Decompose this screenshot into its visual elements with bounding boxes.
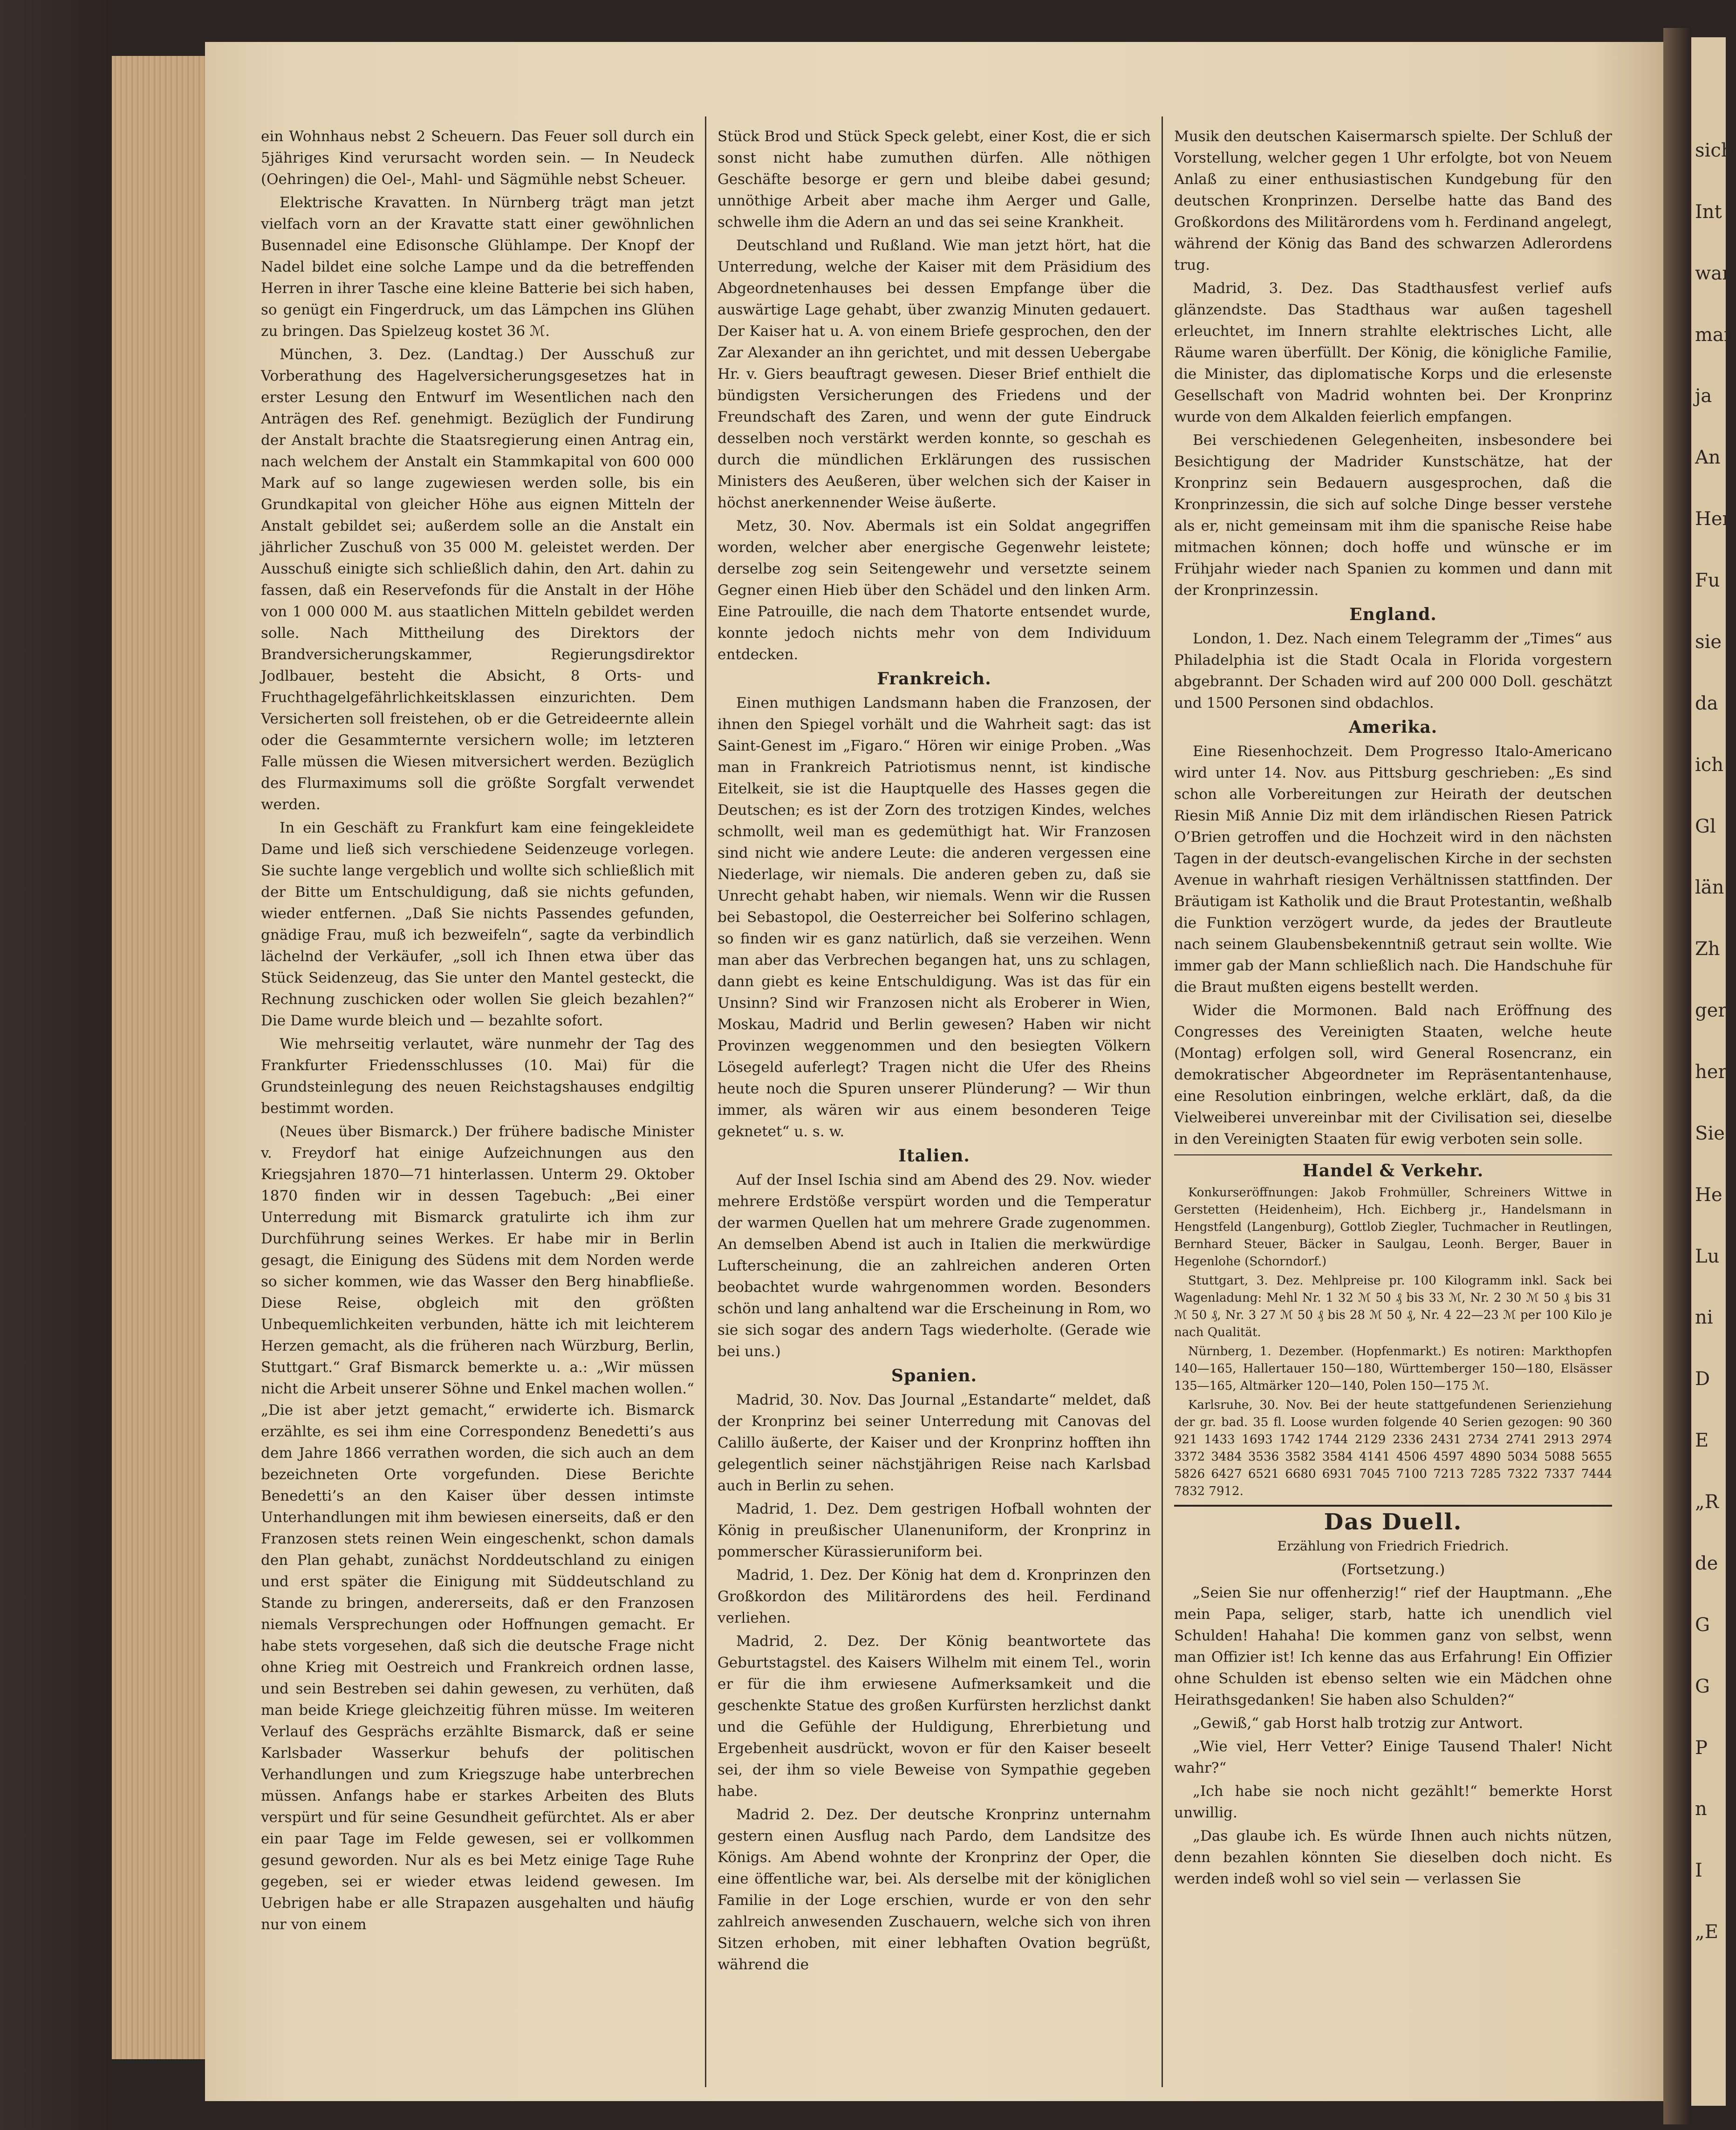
adjacent-page-fragment: An: [1695, 447, 1721, 469]
adjacent-page-fragment: war: [1695, 262, 1731, 284]
story-paragraph: „Seien Sie nur offenherzig!“ rief der Hauptmann. „Ehe mein Papa, seliger, starb, hatte ich unendlich viel Schulden! Hahaha! Die kommen ganz von selbst, wenn man Offizier ist! Ich kenne das aus Erfahrung! Ein Offizier ohne Schulden ist ebenso selten wie ein Mädchen ohne Heirathsgedanken! Sie haben also Schulden?“: [1174, 1584, 1612, 1708]
commerce-paragraph: Stuttgart, 3. Dez. Mehlpreise pr. 100 Kilogramm inkl. Sack bei Wagenladung: Mehl Nr. 1 32 ℳ 50 ₰ bis 33 ℳ, Nr. 2 30 ℳ 50 ₰ bis 31 ℳ 50 ₰, Nr. 3 27 ℳ 50 ₰ bis 28 ℳ 50 ₰, Nr. 4 22—23 ℳ per 100 Kilo je nach Qualität.: [1174, 1274, 1612, 1339]
article-paragraph: Wider die Mormonen. Bald nach Eröffnung des Congresses des Vereinigten Staaten, welche heute (Montag) erfolgen soll, wird General Rosencranz, ein demokratischer Abgeordneter im Repräsentantenhause, eine Resolution einbringen, welche erklärt, daß, da die Vielweiberei unvereinbar mit der Civilisation sei, dieselbe in den Vereinigten Staaten für ewig verboten sein solle.: [1174, 1002, 1612, 1147]
adjacent-page-fragment: Lu: [1695, 1245, 1720, 1267]
adjacent-page-fragment: I: [1695, 1860, 1702, 1882]
story-paragraph: „Ich habe sie noch nicht gezählt!“ bemerkte Horst unwillig.: [1174, 1783, 1612, 1821]
story-byline: Erzählung von Friedrich Friedrich.: [1277, 1538, 1509, 1554]
commerce-paragraph: Karlsruhe, 30. Nov. Bei der heute stattgefundenen Serienziehung der gr. bad. 35 fl. Loose wurden folgende 40 Serien gezogen: 90 360 921 1433 1693 1742 1744 2129 2336 2431 2734 2741 2913 2974 3372 3484 3536 3582 3584 4141 4506 4597 4890 5034 5088 5655 5826 6427 6521 6680 6931 7045 7100 7213 7285 7322 7337 7444 7832 7912.: [1174, 1398, 1612, 1498]
adjacent-page-fragment: ja: [1695, 385, 1712, 407]
adjacent-page-fragment: Int: [1695, 201, 1722, 223]
adjacent-page-fragment: ger: [1695, 1000, 1727, 1022]
column-3: [1174, 126, 1612, 1891]
adjacent-page-fragment: E: [1695, 1430, 1709, 1452]
adjacent-page-fragment: sie: [1695, 631, 1722, 653]
page-edges: [112, 56, 205, 2059]
article-paragraph: Madrid, 30. Nov. Das Journal „Estandarte“ meldet, daß der Kronprinz bei seiner Unterredung mit Canovas del Calillo äußerte, der Kaiser und der Kronprinz hofften ihn gelegentlich seiner nächstjährigen Reise nach Karlsbad auch in Berlin zu sehen.: [718, 1392, 1151, 1494]
adjacent-page-fragment: D: [1695, 1368, 1710, 1390]
adjacent-page-fragment: Zh: [1695, 938, 1720, 960]
article-paragraph: Madrid 2. Dez. Der deutsche Kronprinz unternahm gestern einen Ausflug nach Pardo, dem Landsitze des Königs. Am Abend wohnte der Kronprinz der Oper, die eine öffentliche war, bei. Als derselbe mit der königlichen Familie in der Loge erschien, wurde er von den sehr zahlreich anwesenden Zuschauern, welche sich von ihren Sitzen erhoben, mit einer lebhaften Ovation begrüßt, während die: [718, 1806, 1151, 1973]
feuilleton-divider: [1174, 1505, 1612, 1507]
story-paragraph: „Wie viel, Herr Vetter? Einige Tausend Thaler! Nicht wahr?“: [1174, 1738, 1612, 1776]
commerce-paragraph: Nürnberg, 1. Dezember. (Hopfenmarkt.) Es notiren: Markthopfen 140—165, Hallertauer 150—180, Württemberger 150—180, Elsässer 135—165, Altmärker 120—140, Polen 150—175 ℳ.: [1174, 1345, 1612, 1393]
article-paragraph: Deutschland und Rußland. Wie man jetzt hört, hat die Unterredung, welche der Kaiser mit dem Präsidium des Abgeordnetenhauses bei dessen Empfange über die auswärtige Lage gehabt, über zwanzig Minuten gedauert. Der Kaiser hat u. A. von einem Briefe gesprochen, den der Zar Alexander an ihn gerichtet, und mit dessen Uebergabe Hr. v. Giers beauftragt gewesen. Dieser Brief enthielt die bündigsten Versicherungen des Friedens und der Freundschaft des Zaren, und wenn der gute Eindruck desselben noch verstärkt werden konnte, so geschah es durch die mündlichen Erklärungen des russischen Ministers des Aeußeren, über welchen sich der Kaiser in höchst anerkennender Weise äußerte.: [718, 237, 1151, 511]
column-rule-2: [1162, 116, 1163, 2087]
article-paragraph: Madrid, 3. Dez. Das Stadthausfest verlief aufs glänzendste. Das Stadthaus war außen tageshell erleuchtet, im Innern strahlte elektrisches Licht, alle Räume waren überfüllt. Der König, die königliche Familie, die Minister, das diplomatische Korps und die erlesenste Gesellschaft von Madrid wohnten bei. Der Kronprinz wurde von dem Alkalden feierlich empfangen.: [1174, 280, 1612, 425]
binding-gutter: [1663, 28, 1691, 2124]
adjacent-page-fragment: Her: [1695, 508, 1731, 530]
article-paragraph: (Neues über Bismarck.) Der frühere badische Minister v. Freydorf hat einige Aufzeichnungen aus den Kriegsjahren 1870—71 hinterlassen. Unterm 29. Oktober 1870 finden wir in dessen Tagebuch: „Bei einer Unterredung mit Bismarck gratulirte ich ihm zur Durchführung seines Werkes. Er habe mir in Berlin gesagt, die Einigung des Südens mit dem Norden werde so sicher kommen, wie das Wasser den Berg hinabfließe. Diese Reise, obgleich mit den größten Unbequemlichkeiten verbunden, hätte ich mit leichterem Herzen gemacht, als die früheren nach Würzburg, Berlin, Stuttgart.“ Graf Bismarck bemerkte u. a.: „Wir müssen nicht die Arbeit unserer Söhne und Enkel machen wollen.“ „Die ist aber jetzt gemacht,“ erwiderte ich. Bismarck erzählte, es sei ihm eine Correspondenz Benedetti’s aus dem Jahre 1866 verrathen worden, die sich auch an dem bezeichneten Orte vorgefunden. Diese Berichte Benedetti’s an den Kaiser über dessen intimste Unterhandlungen mit ihm bewiesen einerseits, daß er den Franzosen stets reinen Wein eingeschenkt, schon damals den Plan gehabt, zunächst Norddeutschland zu einigen und erst später die Einigung mit Süddeutschland zu Stande zu bringen, andererseits, daß er den Franzosen niemals Versprechungen oder Hoffnungen gemacht. Er habe stets vorgesehen, daß sich die deutsche Frage nicht ohne Krieg mit Oestreich und Frankreich ordnen lasse, und sein Bestreben sei dahin gewesen, zu verhüten, daß man beide Kriege gleichzeitig führen müsse. Im weiteren Verlauf des Gesprächs erzählte Bismarck, daß er seine Karlsbader Wasserkur behufs der politischen Verhandlungen und zum Kriegszuge habe unterbrechen müssen. Anfangs habe er starkes Arbeiten des Bluts verspürt und für seine Gesundheit gefürchtet. Als er aber ein paar Tage im Felde gewesen, sei er vollkommen gesund geworden. Nur als es bei Metz einige Tage Ruhe gegeben, sei er wieder etwas leidend gewesen. Im Uebrigen habe er alle Strapazen ausgehalten und häufig nur von einem: [261, 1123, 694, 1933]
article-paragraph: In ein Geschäft zu Frankfurt kam eine feingekleidete Dame und ließ sich verschiedene Seidenzeuge vorlegen. Sie suchte lange vergeblich und wollte sich schließlich mit der Bitte um Entschuldigung, daß sie nichts gefunden, wieder entfernen. „Daß Sie nichts Passendes gefunden, gnädige Frau, muß ich bezweifeln“, sagte da verbindlich lächelnd der Verkäufer, „soll ich Ihnen etwa über das Stück Seidenzeug, das Sie unter den Mantel gesteckt, die Rechnung zuschicken oder wollen Sie gleich bezahlen?“ Die Dame wurde bleich und — bezahlte sofort.: [261, 819, 694, 1029]
book-cover-left: [0, 0, 112, 2130]
article-paragraph: Madrid, 1. Dez. Der König hat dem d. Kronprinzen den Großkordon des Militärordens des heil. Ferdinand verliehen.: [718, 1567, 1151, 1626]
section-heading-handel: Handel & Verkehr.: [1302, 1161, 1484, 1181]
article-paragraph: Wie mehrseitig verlautet, wäre nunmehr der Tag des Frankfurter Friedensschlusses (10. Mai) für die Grundsteinlegung des neuen Reichstagshauses endgiltig bestimmt worden.: [261, 1036, 694, 1117]
adjacent-page-fragment: Fu: [1695, 570, 1720, 592]
section-divider: [1174, 1154, 1612, 1155]
story-paragraph: „Das glaube ich. Es würde Ihnen auch nichts nützen, denn bezahlen könnten Sie dieselben doch nicht. Es werden indeß wohl so viel sein — verlassen Sie: [1174, 1828, 1612, 1887]
commerce-section: [1174, 1184, 1612, 1500]
article-paragraph: Eine Riesenhochzeit. Dem Progresso Italo-Americano wird unter 14. Nov. aus Pittsburg geschrieben: „Es sind schon alle Vorbereitungen zur Heirath der deutschen Riesin Miß Annie Diz mit dem irländischen Riesen Patrick O’Brien getroffen und die Hochzeit wird in den nächsten Tagen in der deutsch-evangelischen Kirche in der sechsten Avenue in wahrhaft riesigen Verhältnissen stattfinden. Der Bräutigam ist Katholik und die Braut Protestantin, weßhalb die Funktion verzögert wurde, da jedes der Brautleute nach seinem Glaubensbekenntniß getraut sein wollte. Wie immer gab der Mann schließlich nach. Die Handschuhe für die Braut mußten eigens bestellt werden.: [1174, 743, 1612, 996]
article-paragraph: Einen muthigen Landsmann haben die Franzosen, der ihnen den Spiegel vorhält und die Wahrheit sagt: das ist Saint-Genest im „Figaro.“ Hören wir einige Proben. „Was man in Frankreich Patriotismus nennt, ist kindische Eitelkeit, sie ist die Hauptquelle des Hasses gegen die Deutschen; es ist der Zorn des trotzigen Kindes, welches schmollt, weil man es gedemüthigt hat. Wir Franzosen sind nicht wie andere Leute: die anderen vergessen eine Niederlage, wir niemals. Die anderen geben zu, daß sie Unrecht gehabt haben, wir niemals. Wenn wir die Russen bei Sebastopol, die Oesterreicher bei Solferino schlagen, so finden wir es ganz natürlich, daß sie verzeihen. Wenn man aber das Verbrechen begangen hat, uns zu schlagen, dann giebt es keine Entschuldigung. Was ist das für ein Unsinn? Sind wir Franzosen nicht als Eroberer in Wien, Moskau, Madrid und Berlin gewesen? Haben wir nicht Provinzen weggenommen und den besiegten Völkern Lösegeld auferlegt? Tragen nicht die Ufer des Rheins heute noch die Spuren unserer Plünderung? — Wir thun immer, als wären wir aus einem besonderen Teige geknetet“ u. s. w.: [718, 695, 1151, 1140]
column-rule-1: [705, 116, 706, 2087]
adjacent-page-fragment: n: [1695, 1798, 1707, 1820]
adjacent-page-fragment: G: [1695, 1675, 1710, 1697]
story-title: Das Duell.: [1324, 1509, 1463, 1535]
article-paragraph: Elektrische Kravatten. In Nürnberg trägt man jetzt vielfach vorn an der Kravatte statt einer gewöhnlichen Busennadel eine Edisonsche Glühlampe. Der Knopf der Nadel bildet eine solche Lampe und da die betreffenden Herren in ihrer Tasche eine kleine Batterie bei sich haben, so genügt ein Fingerdruck, um das Lämpchen ins Glühen zu bringen. Das Spielzeug kostet 36 ℳ.: [261, 194, 694, 340]
adjacent-page-fragment: Gl: [1695, 815, 1716, 837]
adjacent-page-fragment: P: [1695, 1737, 1708, 1759]
adjacent-page-strip: [1691, 37, 1736, 2106]
section-heading-frankreich: Frankreich.: [877, 669, 991, 689]
adjacent-page-fragment: sich: [1695, 140, 1733, 161]
adjacent-page-fragment: her: [1695, 1061, 1727, 1083]
adjacent-page-fragment: „E: [1695, 1921, 1718, 1943]
column-1: [261, 126, 694, 1937]
adjacent-page-fragment: da: [1695, 692, 1718, 714]
article-paragraph: Madrid, 2. Dez. Der König beantwortete das Geburtstagstel. des Kaisers Wilhelm mit einem Tel., worin er für die ihm erwiesene Aufmerksamkeit und die geschenkte Statue des großen Kurfürsten herzlichst dankt und die Gefühle der Huldigung, Ehrerbietung und Ergebenheit ausdrückt, wovon er für den Kaiser beseelt sei, der ihm so viele Beweise von Sympathie gegeben habe.: [718, 1633, 1151, 1800]
article-paragraph: Bei verschiedenen Gelegenheiten, insbesondere bei Besichtigung der Madrider Kunstschätze, hat der Kronprinz sein Bedauern ausgesprochen, daß die Kronprinzessin, die sich auf solche Dinge besser verstehe als er, nicht gemeinsam mit ihm die spanische Reise habe mitmachen können; doch hoffe und wünsche er im Frühjahr wieder nach Spanien zu kommen und dann mit der Kronprinzessin.: [1174, 432, 1612, 599]
article-paragraph: Musik den deutschen Kaisermarsch spielte. Der Schluß der Vorstellung, welcher gegen 1 Uhr erfolgte, bot von Neuem Anlaß zu einer enthusiastischen Kundgebung für den deutschen Kronprinzen. Derselbe hatte das Band des Großkordons des Militärordens vom h. Ferdinand angelegt, während der König das Band des schwarzen Adlerordens trug.: [1174, 128, 1612, 273]
section-heading-england: England.: [1349, 605, 1437, 624]
adjacent-page-fragment: de: [1695, 1552, 1718, 1574]
adjacent-page-fragment: G: [1695, 1614, 1710, 1636]
commerce-paragraph: Konkurseröffnungen: Jakob Frohmüller, Schreiners Wittwe in Gerstetten (Heidenheim), Hch. Eichberg jr., Handelsmann in Hengstfeld (Langenburg), Gottlob Ziegler, Tuchmacher in Reutlingen, Bernhard Steuer, Bäcker in Saulgau, Leonh. Berger, Bauer in Hegenlohe (Schorndorf.): [1174, 1186, 1612, 1269]
section-heading-italien: Italien.: [898, 1146, 970, 1166]
article-paragraph: ein Wohnhaus nebst 2 Scheuern. Das Feuer soll durch ein 5jähriges Kind verursacht worden sein. — In Neudeck (Oehringen) die Oel-, Mahl- und Sägmühle nebst Scheuer.: [261, 128, 694, 188]
article-paragraph: Metz, 30. Nov. Abermals ist ein Soldat angegriffen worden, welcher aber energische Gegenwehr leistete; derselbe zog sein Seitengewehr und versetzte seinem Gegner einen Hieb über den Schädel und den linken Arm. Eine Patrouille, die nach dem Thatorte entsendet wurde, konnte jedoch nichts mehr von dem Individuum entdecken.: [718, 518, 1151, 663]
article-paragraph: London, 1. Dez. Nach einem Telegramm der „Times“ aus Philadelphia ist die Stadt Ocala in Florida vorgestern abgebrannt. Der Schaden wird auf 200 000 Doll. geschätzt und 1500 Personen sind obdachlos.: [1174, 630, 1612, 711]
section-heading-spanien: Spanien.: [891, 1366, 977, 1386]
article-paragraph: Auf der Insel Ischia sind am Abend des 29. Nov. wieder mehrere Erdstöße verspürt worden und die Temperatur der warmen Quellen hat um mehrere Grade zugenommen. An demselben Abend ist auch in Italien die merkwürdige Lufterscheinung, die an zahlreichen anderen Orten beobachtet wurde wahrgenommen worden. Besonders schön und lang anhaltend war die Erscheinung in Rom, wo sie sich sogar des andern Tags wiederholte. (Gerade wie bei uns.): [718, 1172, 1151, 1360]
adjacent-page-fragment: ich: [1695, 754, 1723, 776]
article-paragraph: München, 3. Dez. (Landtag.) Der Ausschuß zur Vorberathung des Hagelversicherungsgesetzes hat in erster Lesung den Entwurf im Wesentlichen nach den Anträgen des Ref. genehmigt. Bezüglich der Fundirung der Anstalt brachte die Staatsregierung einen Antrag ein, nach welchem der Anstalt ein Stammkapital von 600 000 Mark auf so lange zugewiesen werden solle, bis ein Grundkapital von gleicher Höhe aus eignen Mitteln der Anstalt gebildet sei; außerdem solle an die Anstalt ein jährlicher Zuschuß von 35 000 M. geleistet werden. Der Ausschuß einigte sich schließlich dahin, den Art. dahin zu fassen, daß ein Reservefonds für die Anstalt in der Höhe von 1 000 000 M. aus staatlichen Mitteln gebildet werden solle. Nach Mittheilung des Direktors der Brandversicherungskammer, Regierungsdirektor Jodlbauer, besteht die Absicht, 8 Orts- und Fruchthagelgefährlichkeitsklassen einzurichten. Dem Versicherten soll freistehen, ob er die Getreideernte allein oder die Gesammternte versichern wolle; im letzteren Falle müssen die Wiesen mitversichert werden. Bezüglich des Flurmaximums soll die größte Sorgfalt verwendet werden.: [261, 346, 694, 813]
story-continuation: (Fortsetzung.): [1341, 1561, 1445, 1578]
story-paragraph: „Gewiß,“ gab Horst halb trotzig zur Antwort.: [1193, 1715, 1524, 1732]
adjacent-page-fragment: län: [1695, 877, 1724, 899]
column-2: [718, 126, 1151, 1977]
adjacent-page-fragment: ni: [1695, 1307, 1713, 1329]
article-paragraph: Madrid, 1. Dez. Dem gestrigen Hofball wohnten der König in preußischer Ulanenuniform, der Kronprinz in pommerscher Kürassieruniform bei.: [718, 1501, 1151, 1560]
adjacent-page-fragment: Sie: [1695, 1122, 1725, 1144]
section-heading-amerika: Amerika.: [1348, 717, 1438, 737]
adjacent-page-fragment: man: [1695, 324, 1736, 346]
adjacent-page-fragment: He: [1695, 1184, 1722, 1206]
article-paragraph: Stück Brod und Stück Speck gelebt, einer Kost, die er sich sonst nicht habe zumuthen dürfen. Alle nöthigen Geschäfte besorge er gern und bleibe dabei gesund; unnöthige Arbeit aber mache ihm Aerger und Galle, schwelle ihm die Adern an und das sei seine Krankheit.: [718, 128, 1151, 231]
adjacent-page-fragment: „R: [1695, 1491, 1719, 1513]
